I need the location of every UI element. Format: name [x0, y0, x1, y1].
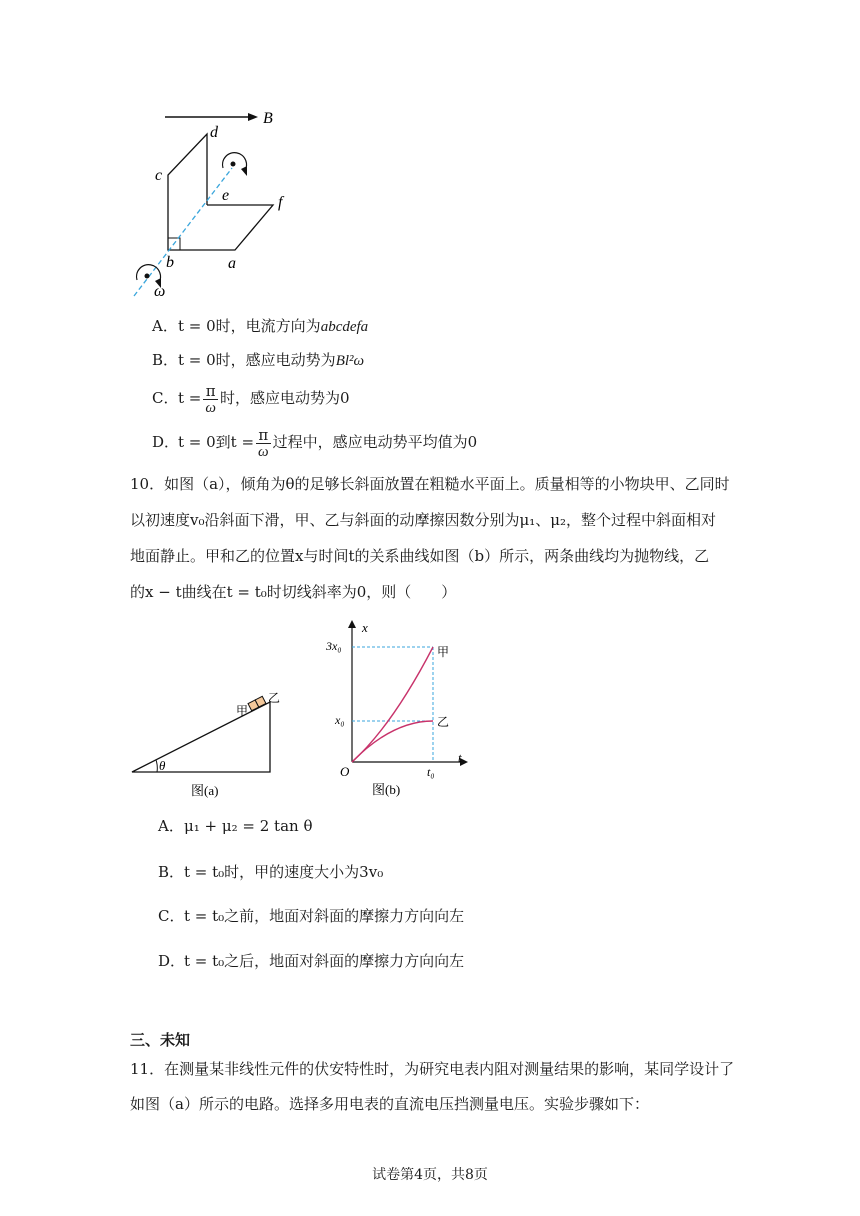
q9-option-c: C．t = $\frac{\pi}{\omega}$ 时，感应电动势为0	[152, 381, 350, 416]
fraction: $\frac{\pi}{\omega}$	[205, 381, 216, 416]
q10-option-c: C．t = t₀之前，地面对斜面的摩擦力方向向左	[158, 907, 465, 925]
page-footer: 试卷第4页，共8页	[372, 1167, 488, 1183]
y-tick-3x0: 3x₀	[326, 639, 342, 653]
series-jia-curve	[352, 647, 433, 762]
q11-stem-line1: 11．在测量某非线性元件的伏安特性时，为研究电表内阻对测量结果的影响，某同学设计了	[130, 1060, 735, 1078]
q10-stem-line3: 地面静止。甲和乙的位置x与时间t的关系曲线如图（b）所示，两条曲线均为抛物线，乙	[130, 547, 710, 565]
origin-label: O	[340, 764, 350, 779]
label-a: a	[228, 255, 236, 272]
q10-stem-line4: 的x − t曲线在t = t₀时切线斜率为0，则（ ）	[130, 583, 457, 601]
label-b: b	[166, 254, 174, 271]
label-c: c	[155, 167, 163, 184]
x-tick-t0: t₀	[427, 765, 435, 779]
fraction: $\frac{\pi}{\omega}$	[258, 425, 269, 460]
q10-stem-line2: 以初速度v₀沿斜面下滑，甲、乙与斜面的动摩擦因数分别为μ₁、μ₂，整个过程中斜面相对	[130, 511, 717, 529]
caption-a: 图(a)	[191, 783, 219, 798]
section-heading: 三、未知	[130, 1031, 191, 1049]
label-d: d	[210, 124, 218, 141]
series-label-yi: 乙	[437, 715, 450, 729]
q11-stem-line2: 如图（a）所示的电路。选择多用电表的直流电压挡测量电压。实验步骤如下：	[130, 1095, 649, 1113]
series-yi-curve	[352, 721, 433, 762]
caption-b: 图(b)	[372, 782, 401, 797]
y-tick-x0: x₀	[335, 713, 345, 727]
q10-option-b: B．t = t₀时，甲的速度大小为3v₀	[158, 863, 384, 881]
q9-option-a: A．t = 0时，电流方向为abcdefa	[152, 317, 369, 335]
q10-stem-line1: 10．如图（a），倾角为θ的足够长斜面放置在粗糙水平面上。质量相等的小物块甲、乙同时	[130, 475, 730, 493]
y-axis-label: x	[362, 620, 368, 635]
q10-option-d: D．t = t₀之后，地面对斜面的摩擦力方向向左	[158, 952, 465, 970]
label-jia: 甲	[236, 704, 249, 718]
q10-option-a: A．μ₁ + μ₂ = 2 tan θ	[158, 817, 313, 835]
rotating-frame-figure	[120, 100, 320, 300]
label-theta: θ	[159, 758, 166, 773]
q9-option-b: B．t = 0时，感应电动势为Bl²ω	[152, 351, 365, 369]
label-B: B	[263, 110, 273, 127]
incline-figure-a	[125, 690, 285, 800]
q9-option-d: D．t = 0到t = $\frac{\pi}{\omega}$ 过程中，感应电动势平均值为0	[152, 425, 478, 460]
label-e: e	[222, 187, 230, 204]
series-label-jia: 甲	[437, 645, 450, 659]
label-yi: 乙	[268, 691, 281, 705]
label-f: f	[278, 194, 283, 211]
x-axis-label: t	[458, 750, 462, 765]
label-omega: ω	[154, 283, 166, 300]
xt-chart-b	[322, 616, 472, 801]
